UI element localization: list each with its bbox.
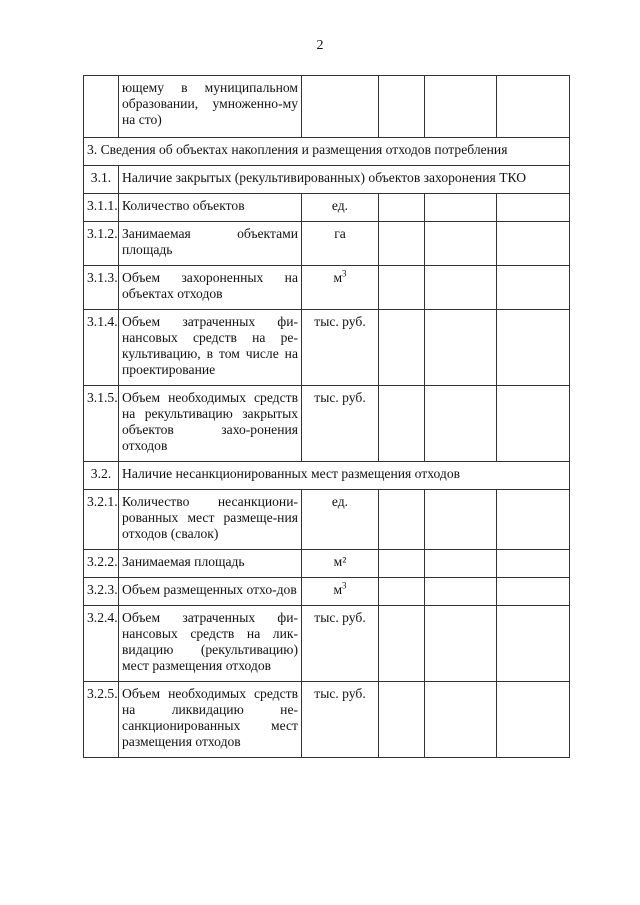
value-cell [379, 606, 425, 682]
unit-cell [302, 76, 379, 138]
number-cell: 3.2. [84, 462, 119, 490]
subsection-heading: Наличие несанкционированных мест размещения отходов [119, 462, 570, 490]
number-cell [84, 76, 119, 138]
waste-data-table [83, 75, 570, 758]
subsection-row [84, 462, 570, 490]
description-cell: ющему в муниципальном образовании, умноженно-му на сто) [119, 76, 302, 138]
page-number: 2 [316, 38, 324, 53]
value-cell [497, 222, 570, 266]
description-cell: Количество объектов [119, 194, 302, 222]
value-cell [379, 310, 425, 386]
subsection-heading: Наличие закрытых (рекультивированных) объектов захоронения ТКО [119, 166, 570, 194]
number-cell: 3.2.1. [84, 490, 119, 550]
number-cell: 3.2.4. [84, 606, 119, 682]
number-cell: 3.1.5. [84, 386, 119, 462]
unit-text: м [333, 270, 343, 285]
number-cell: 3.1.4. [84, 310, 119, 386]
unit-cell: га [302, 222, 379, 266]
number-cell: 3.1.2. [84, 222, 119, 266]
value-cell [425, 606, 497, 682]
value-cell [379, 76, 425, 138]
table-row [84, 490, 570, 550]
table-row [84, 578, 570, 606]
unit-cell: ед. [302, 194, 379, 222]
value-cell [379, 578, 425, 606]
value-cell [379, 550, 425, 578]
table-row [84, 550, 570, 578]
value-cell [379, 490, 425, 550]
table-row [84, 222, 570, 266]
description-cell: Количество несанкциони-рованных мест размеще-ния отходов (свалок) [119, 490, 302, 550]
value-cell [497, 550, 570, 578]
value-cell [379, 266, 425, 310]
description-cell: Объем затраченных фи-нансовых средств на лик-видацию (рекультивацию) мест размещения отходов [119, 606, 302, 682]
unit-cell: ед. [302, 490, 379, 550]
description-cell: Объем захороненных на объектах отходов [119, 266, 302, 310]
value-cell [379, 194, 425, 222]
unit-cell: тыс. руб. [302, 606, 379, 682]
value-cell [379, 386, 425, 462]
value-cell [425, 310, 497, 386]
description-cell: Объем необходимых средств на рекультивацию закрытых объектов захо-ронения отходов [119, 386, 302, 462]
section-row [84, 138, 570, 166]
value-cell [379, 222, 425, 266]
description-cell: Занимаемая площадь [119, 550, 302, 578]
value-cell [497, 76, 570, 138]
value-cell [425, 222, 497, 266]
value-cell [497, 682, 570, 758]
number-cell: 3.1.3. [84, 266, 119, 310]
number-cell: 3.2.2. [84, 550, 119, 578]
description-cell: Объем размещенных отхо-дов [119, 578, 302, 606]
unit-superscript: 3 [342, 268, 347, 279]
unit-text: м [333, 582, 343, 597]
value-cell [425, 386, 497, 462]
value-cell [425, 76, 497, 138]
value-cell [497, 490, 570, 550]
subsection-row [84, 166, 570, 194]
number-cell: 3.2.5. [84, 682, 119, 758]
description-cell: Объем необходимых средств на ликвидацию не-санкционированных мест размещения отходов [119, 682, 302, 758]
value-cell [497, 194, 570, 222]
value-cell [425, 194, 497, 222]
value-cell [425, 578, 497, 606]
table-row [84, 266, 570, 310]
section-heading: 3. Сведения об объектах накопления и размещения отходов потребления [84, 138, 570, 166]
value-cell [497, 310, 570, 386]
value-cell [497, 266, 570, 310]
table-row [84, 386, 570, 462]
value-cell [425, 490, 497, 550]
description-cell: Занимаемая объектами площадь [119, 222, 302, 266]
value-cell [425, 550, 497, 578]
value-cell [379, 682, 425, 758]
table-row [84, 310, 570, 386]
unit-cell [302, 578, 379, 606]
unit-cell: тыс. руб. [302, 386, 379, 462]
number-cell: 3.2.3. [84, 578, 119, 606]
table-row [84, 76, 570, 138]
unit-cell: тыс. руб. [302, 682, 379, 758]
value-cell [497, 606, 570, 682]
number-cell: 3.1. [84, 166, 119, 194]
description-cell: Объем затраченных фи-нансовых средств на ре-культивацию, в том числе на проектирование [119, 310, 302, 386]
table-row [84, 682, 570, 758]
unit-cell [302, 266, 379, 310]
table-row [84, 606, 570, 682]
number-cell: 3.1.1. [84, 194, 119, 222]
unit-cell: м² [302, 550, 379, 578]
value-cell [497, 386, 570, 462]
value-cell [497, 578, 570, 606]
value-cell [425, 682, 497, 758]
value-cell [425, 266, 497, 310]
unit-cell: тыс. руб. [302, 310, 379, 386]
unit-superscript: 3 [342, 580, 347, 591]
table-row [84, 194, 570, 222]
